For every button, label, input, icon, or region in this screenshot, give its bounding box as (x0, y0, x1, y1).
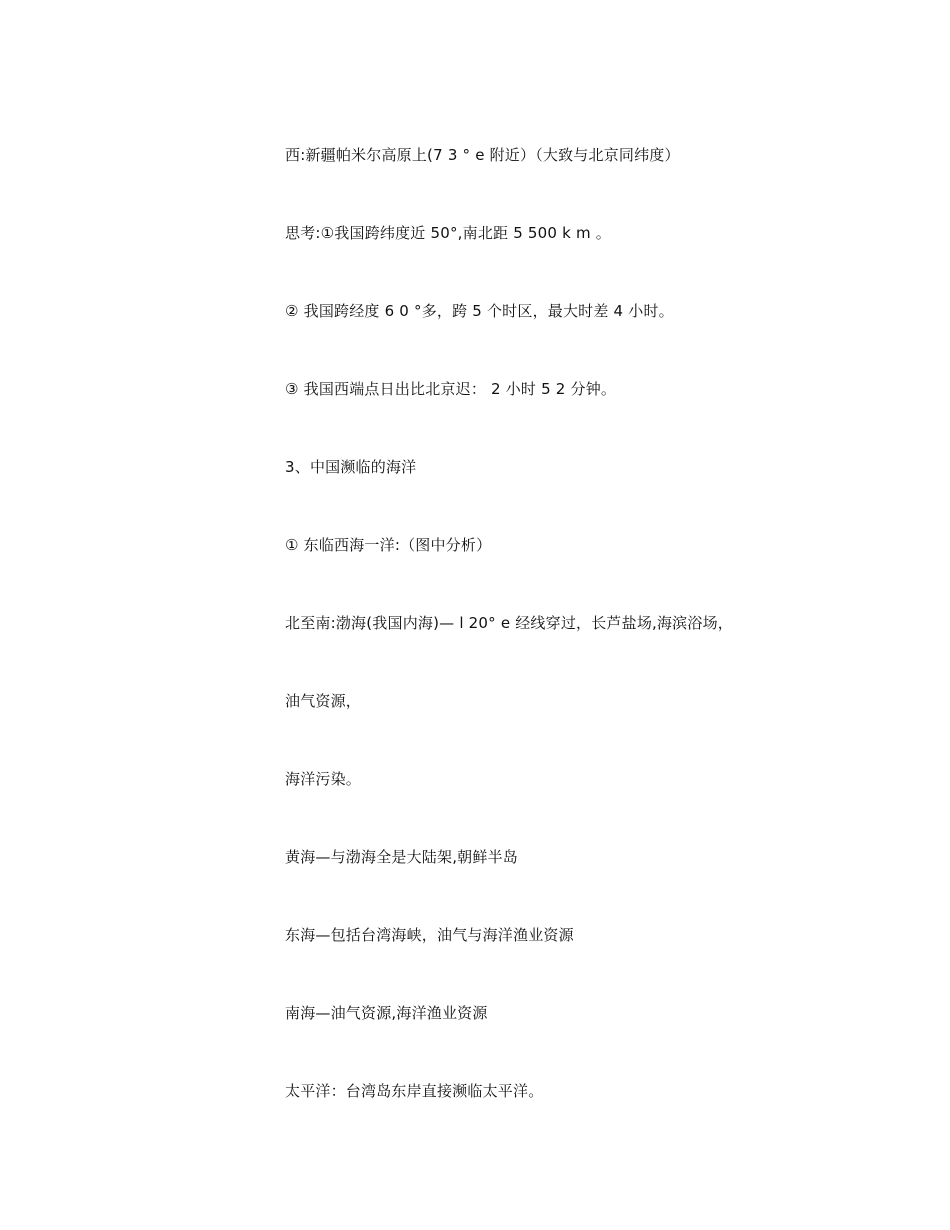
text-line-oil-gas: 油气资源， (285, 692, 362, 710)
text-line-sunrise-delay: ③ 我国西端点日出比北京迟： 2 小时 5 2 分钟。 (285, 380, 617, 398)
section-heading-seas: 3、中国濒临的海洋 (285, 458, 417, 476)
text-line-bohai-sea: 北至南:渤海(我国内海)— l 20° e 经线穿过，长芦盐场,海滨浴场， (285, 614, 733, 632)
text-line-seas-overview: ① 东临西海一洋:（图中分析） (285, 536, 492, 554)
text-line-south-china-sea: 南海—油气资源,海洋渔业资源 (285, 1004, 488, 1022)
text-line-west-point: 西:新疆帕米尔高原上(7 3 ° e 附近）（大致与北京同纬度） (285, 146, 680, 164)
text-line-latitude-span: 思考:①我国跨纬度近 50°,南北距 5 500 k m 。 (285, 224, 611, 242)
text-line-pacific-ocean: 太平洋：台湾岛东岸直接濒临太平洋。 (285, 1082, 544, 1100)
text-line-pollution: 海洋污染。 (285, 770, 362, 788)
text-line-east-china-sea: 东海—包括台湾海峡，油气与海洋渔业资源 (285, 926, 574, 944)
document-body (285, 144, 845, 1158)
text-line-yellow-sea: 黄海—与渤海全是大陆架,朝鲜半岛 (285, 848, 518, 866)
text-line-longitude-span: ② 我国跨经度 6 0 °多，跨 5 个时区，最大时差 4 小时。 (285, 302, 674, 320)
